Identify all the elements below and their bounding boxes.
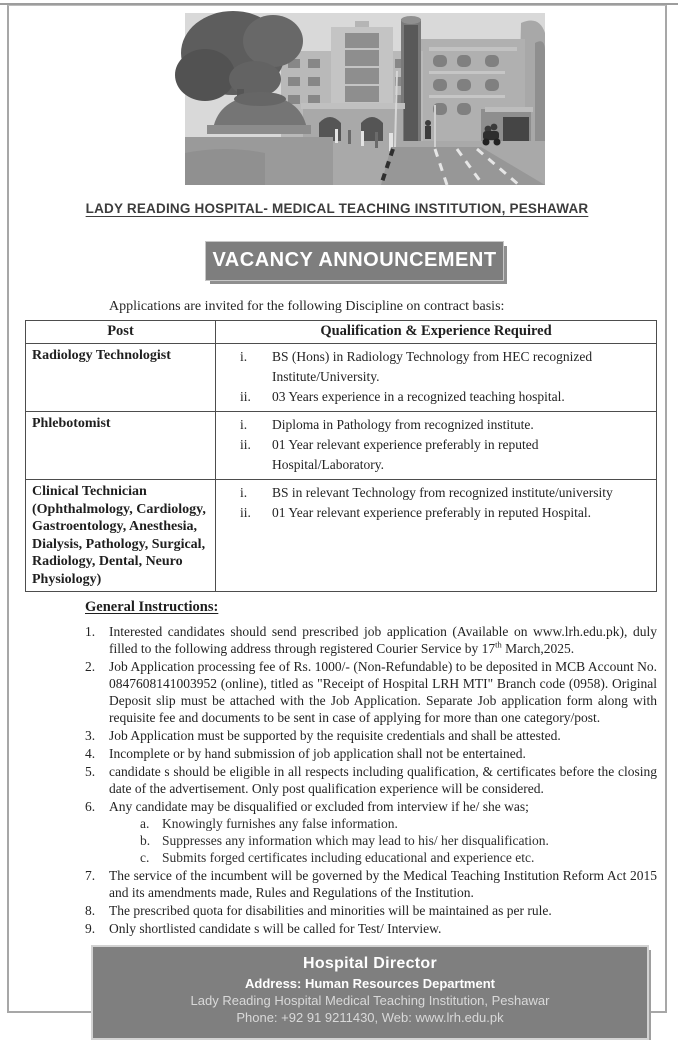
qualification-cell	[216, 412, 657, 480]
table-header-row	[26, 321, 657, 344]
instruction-text: The service of the incumbent will be governed by the Medical Teaching Institution Reform Act 2015 and its amendments made, Rules and Regulations of the Institution.	[109, 868, 657, 900]
instruction-text: Incomplete or by hand submission of job application shall not be entertained.	[109, 746, 526, 761]
instruction-item: 6. Any candidate may be disqualified or excluded from interview if he/ she was; a. Knowingly furnishes any false information. b. Suppresses any information which may lead to his/ her disqualification. c. Submits forged certificates including educational and experience etc.	[85, 798, 657, 866]
instruction-item: 9. Only shortlisted candidate s will be called for Test/ Interview.	[85, 920, 657, 937]
qualification-item: ii. 01 Year relevant experience preferably in reputed Hospital.	[240, 505, 591, 520]
post-name: Clinical Technician (Ophthalmology, Cardiology, Gastroentology, Anesthesia, Dialysis, Pathology, Surgical, Radiology, Dental, Neuro Physiology)	[26, 480, 216, 592]
qualification-item: i. BS (Hons) in Radiology Technology from HEC recognized Institute/University.	[240, 349, 593, 384]
document-page	[7, 5, 667, 1025]
instruction-sub-list	[140, 815, 657, 866]
instruction-text: Job Application processing fee of Rs. 1000/- (Non-Refundable) to be deposited in MCB Account No. 0847608141003952 (online), titled as "Receipt of Hospital LRH MTI" Branch code (0958). Original Deposit slip must be attached with the Job Application. Separate Job application form along with requisite fee and documents to be sent in case of applying for more than one category/post.	[109, 659, 657, 725]
footer-phone-web: Phone: +92 91 9211430, Web: www.lrh.edu.pk	[236, 1010, 504, 1025]
hospital-photo-illustration	[185, 13, 545, 185]
instruction-item: 1. Interested candidates should send prescribed job application (Available on www.lrh.edu.pk), duly filled to the following address through registered Courier Service by 17th March,2025.	[85, 624, 657, 656]
footer-director-title: Hospital Director	[302, 955, 437, 972]
col-header-qualification: Qualification & Experience Required	[216, 321, 657, 344]
instructions-list	[85, 623, 657, 937]
qualification-item: ii. 03 Years experience in a recognized teaching hospital.	[240, 389, 565, 404]
instruction-sub-item: b. Suppresses any information which may lead to his/ her disqualification.	[140, 833, 549, 848]
qualification-cell	[216, 344, 657, 412]
post-detail: (Ophthalmology, Cardiology, Gastroentology, Anesthesia, Dialysis, Pathology, Surgical, Radiology, Dental, Neuro Physiology)	[32, 501, 206, 587]
vacancy-announcement-banner: VACANCY ANNOUNCEMENT	[205, 241, 504, 281]
instruction-text: Only shortlisted candidate s will be called for Test/ Interview.	[109, 921, 442, 936]
qualification-item: i. Diploma in Pathology from recognized institute.	[240, 417, 534, 432]
instruction-text: Any candidate may be disqualified or excluded from interview if he/ she was;	[109, 799, 529, 814]
table-row	[26, 344, 657, 412]
instruction-item: 3. Job Application must be supported by the requisite credentials and shall be attested.	[85, 727, 657, 744]
instruction-text: candidate s should be eligible in all respects including qualification, & certificates before the closing date of the advertisement. Only post qualification experience will be considered.	[109, 764, 657, 796]
footer-address-label: Address: Human Resources Department	[245, 976, 495, 991]
ordinal-superscript: th	[495, 639, 502, 650]
post-name: Radiology Technologist	[26, 344, 216, 412]
col-header-post: Post	[26, 321, 216, 344]
table-row	[26, 412, 657, 480]
footer-institution-name: Lady Reading Hospital Medical Teaching Institution, Peshawar	[190, 993, 550, 1008]
page-title: LADY READING HOSPITAL- MEDICAL TEACHING INSTITUTION, PESHAWAR	[85, 201, 589, 216]
instruction-item: 7. The service of the incumbent will be governed by the Medical Teaching Institution Reform Act 2015 and its amendments made, Rules and Regulations of the Institution.	[85, 868, 657, 900]
instruction-text: Job Application must be supported by the requisite credentials and shall be attested.	[109, 728, 561, 743]
post-name: Phlebotomist	[26, 412, 216, 480]
instruction-text: The prescribed quota for disabilities and minorities will be maintained as per rule.	[109, 903, 552, 918]
qualification-cell	[216, 480, 657, 592]
intro-line: Applications are invited for the following Discipline on contract basis:	[109, 299, 505, 314]
table-row	[26, 480, 657, 592]
general-instructions-heading: General Instructions:	[85, 599, 219, 615]
instruction-item: 4. Incomplete or by hand submission of job application shall not be entertained.	[85, 745, 657, 762]
instruction-item: 2. Job Application processing fee of Rs. 1000/- (Non-Refundable) to be deposited in MCB Account No. 0847608141003952 (online), titled as "Receipt of Hospital LRH MTI" Branch code (0958). Original Deposit slip must be attached with the Job Application. Separate Job application form along with requisite fee and documents to be sent in case of applying for more than one category/post.	[85, 659, 657, 725]
hospital-building-photo	[185, 13, 545, 185]
qualification-item: ii. 01 Year relevant experience preferably in reputed Hospital/Laboratory.	[240, 437, 539, 472]
contact-footer	[91, 945, 649, 1040]
instruction-item: 5. candidate s should be eligible in all respects including qualification, & certificates before the closing date of the advertisement. Only post qualification experience will be considered.	[85, 764, 657, 796]
instruction-sub-item: a. Knowingly furnishes any false information.	[140, 816, 398, 831]
instruction-item: 8. The prescribed quota for disabilities and minorities will be maintained as per rule.	[85, 902, 657, 919]
vacancy-table	[25, 320, 657, 592]
instruction-sub-item: c. Submits forged certificates including educational and experience etc.	[140, 850, 535, 865]
qualification-item: i. BS in relevant Technology from recognized institute/university	[240, 485, 613, 500]
instruction-text: Interested candidates should send prescribed job application (Available on www.lrh.edu.pk), duly filled to the following address through registered Courier Service by 17th March,2025.	[109, 624, 657, 656]
